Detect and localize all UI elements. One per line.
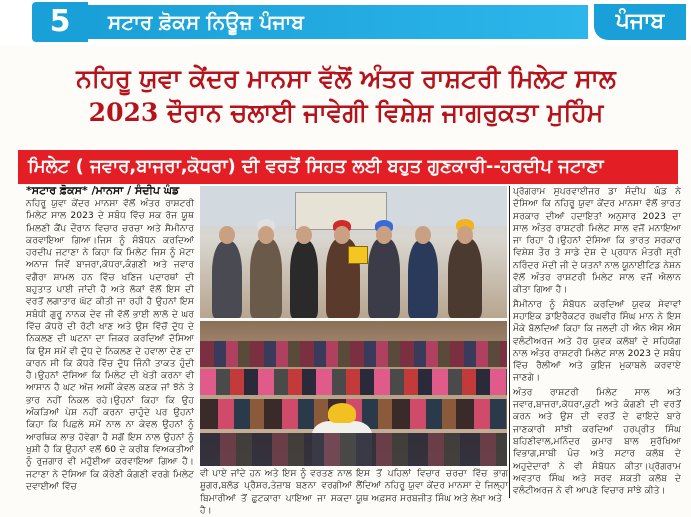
paragraph: ਪ੍ਰੋਗਰਾਮ ਸੁਪਰਵਾਈਜਰ ਡਾ ਸੰਦੀਪ ਘੰਡ ਨੇ ਦੱਸਿਆ ਕਿ ਨਹਿਰੂ ਯੁਵਾ ਕੇਂਦਰ ਮਾਨਸਾ ਵੱਲੋਂ ਭਾਰਤ ਸਰਕਾਰ ਦੀਆਂ ਹਦਾਇਤਾਂ ਅਨੁਸਾਰ 2023 ਦਾ ਸਾਲ ਅੰਤਰ ਰਾਸ਼ਟਰੀ ਮਿਲੇਟ ਸਾਲ ਵਜੋਂ ਮਨਾਇਆ ਜਾ ਰਿਹਾ ਹੈ।ਉਹਨਾਂ ਦੱਸਿਆ ਕਿ ਭਾਰਤ ਸਰਕਾਰ ਵਿਸ਼ੇਸ਼ ਤੌਰ ਤੇ ਸਾਡੇ ਦੇਸ਼ ਦੇ ਪ੍ਰਧਾਨ ਮੰਤਰੀ ਸ੍ਰੀ ਨਰਿੰਦਰ ਮੋਦੀ ਜੀ ਦੇ ਯਤਨਾਂ ਨਾਲ ਯੂਨਾਈਟਿਡ ਨੇਸ਼ਨ ਵੱਲੋਂ ਅੰਤਰ ਰਾਸ਼ਟਰੀ ਮਿਲੇਟ ਸਾਲ ਵਜੋਂ ਐਲਾਨ ਕੀਤਾ ਗਿਆ ਹੈ। <box>513 186 681 296</box>
paragraph: ਅੰਤਰ ਰਾਸ਼ਟਰੀ ਮਿਲੇਟ ਸਾਲ ਅਤੇ ਜਵਾਰ,ਬਾਜਰਾ,ਕੋਧਰਾ,ਕੁਟੀ ਅਤੇ ਕੰਗਣੀ ਦੀ ਵਰਤੋਂ ਕਰਨ ਅਤੇ ਉਸ ਦੀ ਵਰਤੋਂ ਦੇ ਫਾਇਦੇ ਬਾਰੇ ਜਾਣਕਾਰੀ ਸਾਂਝੀ ਕਰਦਿਆਂ ਹਰਪ੍ਰੀਤ ਸਿੰਘ ਬਹਿਣੀਵਾਲ,ਮਨਿੰਦਰ ਕੁਮਾਰ ਬਾਲ ਸੁਰੱਖਿਆ ਵਿਭਾਗ,ਸਾਬੀ ਪੰਚ ਅਤੇ ਸਟਾਰ ਕਲੱਬ ਦੇ ਅਹੁਦੇਦਾਰਾਂ ਨੇ ਵੀ ਸੰਬੋਧਨ ਕੀਤਾ।ਪ੍ਰੋਗਰਾਮ ਅਵਤਾਰ ਸਿੰਘ ਅਤੇ ਸਰਵ ਸ਼ਕਤੀ ਕਲੱਬ ਦੇ ਵਲੰਟੀਅਰਜ ਨੇ ਵੀ ਆਪਣੇ ਵਿਚਾਰ ਸਾਂਝੇ ਕੀਤੇ। <box>513 386 681 497</box>
article-column-right <box>513 186 681 497</box>
headline <box>10 62 682 130</box>
headline-line-2: 2023 ਦੌਰਾਨ ਚਲਾਈ ਜਾਵੇਗੀ ਵਿਸ਼ੇਸ਼ ਜਾਗਰੁਕਤਾ ਮੁਹਿੰਮ <box>88 98 604 127</box>
award-plaque <box>348 246 368 264</box>
page-number: 5 <box>32 2 88 42</box>
article-column-left <box>26 198 194 492</box>
paragraph: ਸੈਮੀਨਾਰ ਨੂੰ ਸੰਬੋਧਨ ਕਰਦਿਆਂ ਯੁਵਕ ਸੇਵਾਵਾਂ ਸਹਾਇਕ ਡਾਇਰੈਕਟਰ ਰਘਵੀਰ ਸਿੰਘ ਮਾਨ ਨੇ ਇਸ ਮੌਕੇ ਬੋਲਦਿਆਂ ਕਿਹਾ ਕਿ ਜਲਦੀ ਹੀ ਐਨ ਐਸ ਐਸ ਵਲੰਟੀਅਰਜ ਅਤੇ ਹੋਰ ਯੁਵਕ ਕਲੱਬਾਂ ਦੇ ਸਹਿਯੋਗ ਨਾਲ ਅੰਤਰ ਰਾਸ਼ਟਰੀ ਮਿਲੇਟ ਸਾਲ 2023 ਦੇ ਸਬੰਧ ਵਿੱਚ ਰੈਲੀਆਂ ਅਤੇ ਕੁਇਜ ਮੁਕਾਬਲੇ ਕਰਵਾਏ ਜਾਣਗੇ। <box>513 298 681 384</box>
article-column-bottom-1: ਵੀ ਪਾਏ ਜਾਂਦੇ ਹਨ ਅਤੇ ਇਸ ਨੂੰ ਵਰਤਣ ਨਾਲ ਸ਼ੂਗਰ,ਬਲੱਡ ਪ੍ਰੈਸ਼ਰ,ਤੇਜ਼ਾਬ ਬਣਨਾ ਵਰਗੀਆਂ ਬਿਮਾਰੀਆਂ ਤੋਂ ਛੁਟਕਾਰਾ ਪਾਇਆ ਜਾ ਸਕਦਾ ਹੈ। <box>200 468 352 516</box>
masthead <box>0 0 691 45</box>
section-label: ਪੰਜਾਬ <box>594 4 686 40</box>
paper-name: ਸਟਾਰ ਫ਼ੋਕਸ ਨਿਊਜ਼ ਪੰਜਾਬ <box>88 5 588 39</box>
headline-line-1: ਨਹਿਰੂ ਯੁਵਾ ਕੇਂਦਰ ਮਾਨਸਾ ਵੱਲੋਂ ਅੰਤਰ ਰਾਸ਼ਟਰੀ ਮਿਲੇਟ ਸਾਲ <box>76 64 616 93</box>
seminar-audience-photo <box>200 321 507 466</box>
subheadline: ਮਿਲੇਟ ( ਜਵਾਰ,ਬਾਜਰਾ,ਕੋਧਰਾ) ਦੀ ਵਰਤੋਂ ਸਿਹਤ ਲਈ ਬਹੁਤ ਗੁਣਕਾਰੀ--ਹਰਦੀਪ ਜਟਾਣਾ <box>18 150 678 184</box>
article-column-bottom-2: ਇਸ ਤੋਂ ਪਹਿਲਾਂ ਵਿਚਾਰ ਚਰਚਾ ਵਿੱਚ ਭਾਗ ਲੈਂਦਿਆਂ ਨਹਿਰੂ ਯੁਵਾ ਕੇਂਦਰ ਮਾਨਸਾ ਦੇ ਜਿਲ੍ਹਾ ਯੂਥ ਅਫ਼ਸਰ ਸਰਬਜੀਤ ਸਿੰਘ ਅਤੇ ਲੇਖਾ ਅਤੇ <box>356 468 508 504</box>
yellow-turban <box>328 403 356 423</box>
paragraph: ਨਹਿਰੂ ਯੁਵਾ ਕੇਂਦਰ ਮਾਨਸਾ ਵੱਲੋਂ ਅੰਤਰ ਰਾਸ਼ਟਰੀ ਮਿਲੇਟ ਸਾਲ 2023 ਦੇ ਸਬੰਧ ਵਿੱਚ ਸਕ ਰੋਜ ਯੂਥ ਮਿਲਣੀ ਕੈਂਪ ਦੌਰਾਨ ਵਿਚਾਰ ਚਰਚਾ ਅਤੇ ਸੈਮੀਨਾਰ ਕਰਵਾਇਆ ਗਿਆ।ਜਿਸ ਨੂੰ ਸੰਬੋਧਨ ਕਰਦਿਆਂ ਹਰਦੀਪ ਜਟਾਣਾ ਨੇ ਕਿਹਾ ਕਿ ਮਿਲੇਟ ਜਿਸ ਨੂੰ ਮੋਟਾ ਅਨਾਜ ਜਿਵੇਂ ਬਾਜਰਾ,ਕੋਧਰਾ,ਕੰਗਣੀ ਅਤੇ ਜਵਾਰ ਵਗੈਰਾ ਸ਼ਾਮਲ ਹਨ ਵਿੱਚ ਖਣਿਜ ਪਦਾਰਥਾਂ ਦੀ ਬਹੁਤਾਤ ਪਾਈ ਜਾਂਦੀ ਹੈ ਅਤੇ ਲੋਕਾਂ ਵੱਲੋਂ ਇਸ ਦੀ ਵਰਤੋਂ ਲਗਾਤਾਰ ਘੱਟ ਕੀਤੀ ਜਾ ਰਹੀ ਹੈ ਉਹਨਾਂ ਇਸ ਸਬੰਧੀ ਗੁਰੂ ਨਾਨਕ ਦੇਵ ਜੀ ਵੱਲੋਂ ਭਾਈ ਲਾਲੋ ਦੇ ਘਰ ਵਿੱਚ ਕੋਧਰੇ ਦੀ ਰੋਟੀ ਖਾਣ ਅਤੇ ਉਸ ਵਿੱਚੋਂ ਦੁੱਧ ਦੇ ਨਿਕਲਣ ਦੀ ਘਟਨਾ ਦਾ ਜਿਕਰ ਕਰਦਿਆਂ ਦੱਸਿਆ ਕਿ ਉਸ ਸਮੇਂ ਵੀ ਦੁੱਧ ਦੇ ਨਿਕਲਣ ਦੇ ਹਵਾਲਾ ਦੇਣ ਦਾ ਕਾਰਨ ਸੀ ਕਿ ਕੋਧਰੇ ਵਿੱਚ ਦੁੱਧ ਜਿੰਨੀ ਤਾਕਤ ਹੁੰਦੀ ਹੈ।ਉਹਨਾਂ ਦੱਸਿਆ ਕਿ ਮਿਲੇਟ ਦੀ ਖੇਤੀ ਕਰਨਾ ਵੀ ਆਸਾਨ ਹੈ ਘਟ ਅੱਜ ਅਸੀਂ ਕੇਵਲ ਕਣਕ ਜਾਂ ਝੋਨੇ ਤੇ ਭਾਰ ਨਹੀਂ ਨਿਕਲ ਰਹੇ।ਉਹਨਾਂ ਕਿਹਾ ਕਿ ਉਹ ਅੰਕੜਿਆਂ ਪੇਸ਼ ਨਹੀਂ ਕਰਨਾ ਚਾਹੁੰਦੇ ਪਰ ਉਹਨਾਂ ਕਿਹਾ ਕਿ ਪਿਛਲੇ ਸਮੇਂ ਨਾਲ ਨਾ ਕੇਵਲ ਉਹਨਾਂ ਨੂੰ ਆਰਥਿਕ ਲਾਭ ਹੋਵੇਗਾ ਹੈ ਸਗੋਂ ਇਸ ਨਾਲ ਉਹਨਾਂ ਨੂੰ ਖੁਸ਼ੀ ਹੈ ਕਿ ਉਹਨਾਂ ਵਲੋਂ 60 ਦੇ ਕਰੀਬ ਵਿਅਕਤੀਆਂ ਨੂੰ ਰੁਜ਼ਗਾਰ ਵੀ ਮਹੁੱਈਆ ਕਰਵਾਇਆ ਗਿਆ ਹੈ।ਜਟਾਣਾ ਨੇ ਦੱਸਿਆ ਕਿ ਕੋਰੇਣੀ ਕੰਗਣੀ ਵਰਗੇ ਮਿਲੇਟ ਦਵਾਈਆਂ ਵਿੱਚ <box>26 198 194 492</box>
byline: *ਸਟਾਰ ਫ਼ੋਕਸ* /ਮਾਨਸਾ / ਸੰਦੀਪ ਘੰਡ <box>26 184 180 197</box>
award-ceremony-photo <box>200 186 507 318</box>
column-divider <box>509 186 510 498</box>
